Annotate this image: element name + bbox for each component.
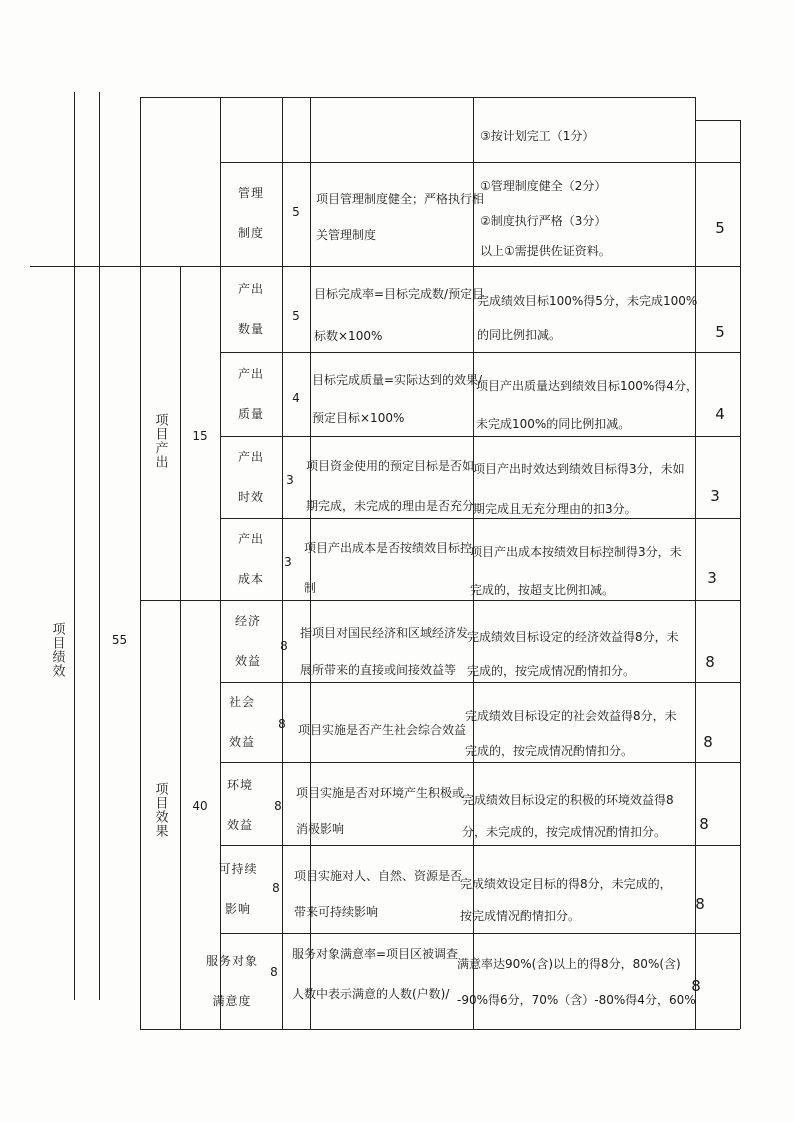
criteria-line: 完成的，按超支比例扣减。 xyxy=(470,583,615,597)
description-line: 消极影响 xyxy=(296,822,345,836)
category-text: 项目绩效 xyxy=(49,622,65,678)
criteria-line: 完成的，按完成情况酌情扣分。 xyxy=(467,664,636,678)
indicator-cell: 服务对象 满意度 xyxy=(205,954,258,1008)
points-cell: 3 xyxy=(286,473,294,487)
criteria-line: 项目产出成本按绩效目标控制得3分，未 xyxy=(470,545,682,559)
description-line: 目标完成质量=实际达到的效果/ xyxy=(312,373,483,387)
indicator-cell: 产出 时效 xyxy=(237,450,264,504)
description-line: 标数×100% xyxy=(314,329,383,343)
description-line: 展所带来的直接或间接效益等 xyxy=(300,663,457,677)
score-cell: 4 xyxy=(715,405,725,423)
criteria-line: 完成绩效目标设定的积极的环境效益得8 xyxy=(462,793,674,807)
criteria-line: 按完成情况酌情扣分。 xyxy=(460,909,581,923)
criteria-line: 完成绩效目标100%得5分，未完成100% xyxy=(477,294,698,308)
criteria-line: 期完成且无充分理由的扣3分。 xyxy=(473,502,637,516)
points-cell: 5 xyxy=(292,205,300,219)
description-line: 指项目对国民经济和区域经济发 xyxy=(300,626,469,640)
description-line: 服务对象满意率=项目区被调查 xyxy=(292,947,459,961)
indicator-cell: 可持续 影响 xyxy=(218,862,258,916)
description-line: 项目实施是否产生社会综合效益 xyxy=(298,723,467,737)
indicator-cell: 产出 数量 xyxy=(237,282,264,336)
criteria-line: -90%得6分，70%（含）-80%得4分，60% xyxy=(457,993,696,1007)
criteria-line: ①管理制度健全（2分） xyxy=(480,179,607,193)
section-output-label xyxy=(140,396,180,486)
points-cell: 4 xyxy=(292,391,300,405)
category-label xyxy=(40,600,74,700)
description-line: 项目实施是否对环境产生积极或 xyxy=(296,786,465,800)
section-output-weight-value: 15 xyxy=(192,429,208,443)
indicator-cell: 社会 效益 xyxy=(228,695,255,749)
score-cell: 8 xyxy=(695,895,705,913)
criteria-line: 的同比例扣减。 xyxy=(477,328,562,342)
criteria-line: ②制度执行严格（3分） xyxy=(480,214,607,228)
section-effect-label xyxy=(140,760,180,860)
indicator-cell: 产出 成本 xyxy=(237,532,264,586)
description-line: 目标完成率=目标完成数/预定目 xyxy=(314,287,485,301)
score-cell: 8 xyxy=(699,815,709,833)
criteria-line: 完成的，按完成情况酌情扣分。 xyxy=(465,744,634,758)
description-line: 关管理制度 xyxy=(316,228,377,242)
criteria-line: 以上①需提供佐证资料。 xyxy=(480,244,611,258)
criteria-line: 项目产出时效达到绩效目标得3分，未如 xyxy=(473,462,685,476)
indicator-cell: 产出 质量 xyxy=(237,367,264,421)
indicator-cell: 环境 效益 xyxy=(226,778,253,832)
description-line: 期完成，未完成的理由是否充分 xyxy=(306,499,475,513)
description-line: 制 xyxy=(304,581,317,595)
criteria-line: 完成绩效设定目标的得8分，未完成的， xyxy=(460,877,672,891)
description-line: 带来可持续影响 xyxy=(294,905,379,919)
criteria-line: 分，未完成的，按完成情况酌情扣分。 xyxy=(462,825,667,839)
partial-criteria-cell: ③按计划完工（1分） xyxy=(480,129,595,143)
section-output-weight xyxy=(180,416,220,456)
category-weight xyxy=(99,620,140,660)
score-cell: 8 xyxy=(703,733,713,751)
indicator-cell: 经济 效益 xyxy=(234,614,261,668)
category-weight-value: 55 xyxy=(111,633,128,647)
description-line: 项目资金使用的预定目标是否如 xyxy=(306,459,475,473)
points-cell: 3 xyxy=(284,555,292,569)
description-line: 项目管理制度健全；严格执行相 xyxy=(316,192,485,206)
points-cell: 8 xyxy=(272,881,280,895)
score-cell: 5 xyxy=(715,323,725,341)
description-line: 人数中表示满意的人数(户数)/ xyxy=(292,987,450,1001)
score-cell: 3 xyxy=(710,487,720,505)
description-line: 预定目标×100% xyxy=(312,411,405,425)
points-cell: 8 xyxy=(280,639,288,653)
criteria-line: 满意率达90%(含)以上的得8分，80%(含) xyxy=(457,957,681,971)
score-cell: 3 xyxy=(707,569,717,587)
description-line: 项目产出成本是否按绩效目标控 xyxy=(304,541,473,555)
section-effect-name: 项目效果 xyxy=(152,782,168,838)
indicator-cell: 管理 制度 xyxy=(237,186,264,240)
section-effect-weight-value: 40 xyxy=(192,799,208,813)
criteria-line: 未完成100%的同比例扣减。 xyxy=(476,417,631,431)
points-cell: 8 xyxy=(274,799,282,813)
score-cell: 8 xyxy=(705,653,715,671)
description-line: 项目实施对人、自然、资源是否 xyxy=(294,869,463,883)
criteria-line: 项目产出质量达到绩效目标100%得4分， xyxy=(476,379,698,393)
score-cell: 5 xyxy=(715,219,725,237)
criteria-line: 完成绩效目标设定的社会效益得8分，未 xyxy=(465,709,677,723)
section-output-name: 项目产出 xyxy=(152,413,168,469)
criteria-line: 完成绩效目标设定的经济效益得8分，未 xyxy=(467,630,679,644)
points-cell: 8 xyxy=(278,717,286,731)
score-cell: 8 xyxy=(691,977,701,995)
points-cell: 8 xyxy=(270,965,278,979)
points-cell: 5 xyxy=(292,309,300,323)
